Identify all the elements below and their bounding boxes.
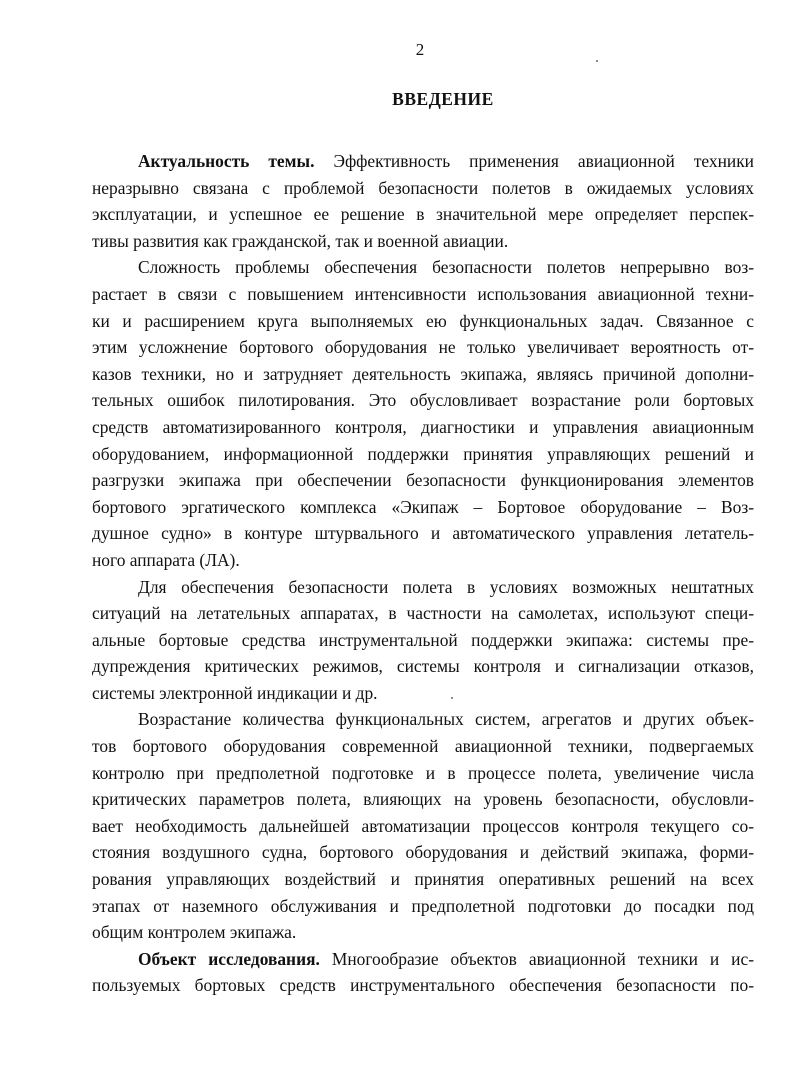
text-line: ки и расширением круга выполняемых ею функциональных задач. Связанное с — [92, 310, 754, 331]
text-line: тельных ошибок пилотирования. Это обусловливает возрастание роли бортовых — [92, 390, 754, 411]
text-line: ного аппарата (ЛА). — [92, 549, 240, 570]
text-line: этапах от наземного обслуживания и предполетной подготовки до посадки под — [92, 895, 754, 916]
text-line: казов техники, но и затрудняет деятельность экипажа, являясь причиной дополни- — [92, 363, 754, 384]
text-line: стояния воздушного судна, бортового оборудования и действий экипажа, форми- — [92, 842, 754, 863]
text-line: общим контролем экипажа. — [92, 922, 297, 943]
text-line: Сложность проблемы обеспечения безопасности полетов непрерывно воз- — [138, 257, 754, 278]
text-line: критических параметров полета, влияющих на уровень безопасности, обусловли- — [92, 789, 754, 810]
heading-research-object: Объект исследования. — [138, 948, 320, 969]
body-text — [92, 148, 754, 999]
text-line: рования управляющих воздействий и принятия оперативных решений на всех — [92, 869, 754, 890]
text-line: тов бортового оборудования современной авиационной техники, подвергаемых — [92, 736, 754, 757]
text-line: ситуаций на летательных аппаратах, в частности на самолетах, используют специ- — [92, 603, 754, 624]
page-title: ВВЕДЕНИЕ — [392, 89, 494, 109]
text-line: душное судно» в контуре штурвального и автоматического управления летатель- — [92, 523, 754, 544]
text-line: системы электронной индикации и др. — [92, 682, 378, 703]
text-line: растает в связи с повышением интенсивности использования авиационной техни- — [92, 283, 754, 304]
paragraph-relevance — [92, 148, 754, 254]
scan-speck — [596, 60, 598, 62]
text-line: дупреждения критических режимов, системы контроля и сигнализации отказов, — [92, 656, 754, 677]
text-line: Объект исследования. Многообразие объектов авиационной техники и ис- — [138, 948, 755, 969]
text-line: Для обеспечения безопасности полета в условиях возможных нештатных — [138, 576, 754, 597]
text-line: этим усложнение бортового оборудования не только увеличивает вероятность от- — [92, 337, 754, 358]
page-number: 2 — [415, 40, 425, 59]
text-line: альные бортовые средства инструментальной поддержки экипажа: системы пре- — [92, 629, 754, 650]
text-line: вает необходимость дальнейшей автоматизации процессов контроля текущего со- — [92, 815, 754, 836]
text-line: тивы развития как гражданской, так и военной авиации. — [92, 230, 509, 251]
text-line: бортового эргатического комплекса «Экипаж – Бортовое оборудование – Воз- — [92, 496, 754, 517]
text-line: пользуемых бортовых средств инструментального обеспечения безопасности по- — [92, 975, 754, 996]
text-line: средств автоматизированного контроля, диагностики и управления авиационным — [92, 416, 754, 437]
text-line: Актуальность темы. Эффективность применения авиационной техники — [138, 151, 754, 171]
text-line: Возрастание количества функциональных систем, агрегатов и других объек- — [138, 709, 754, 730]
paragraph-growth — [92, 706, 754, 945]
paragraph-safety-means — [92, 574, 754, 707]
text-line: контролю при предполетной подготовке и в процессе полета, увеличение числа — [92, 762, 754, 783]
text-line: неразрывно связана с проблемой безопасности полетов в ожидаемых условиях — [92, 177, 754, 198]
heading-relevance: Актуальность темы. — [138, 151, 315, 171]
paragraph-complexity — [92, 254, 754, 573]
text-line: эксплуатации, и успешное ее решение в значительной мере определяет перспек- — [92, 204, 754, 225]
paragraph-research-object — [92, 946, 754, 999]
text-line: разгрузки экипажа при обеспечении безопасности функционирования элементов — [92, 470, 754, 491]
text-line: оборудованием, информационной поддержки принятия управляющих решений и — [92, 443, 754, 464]
